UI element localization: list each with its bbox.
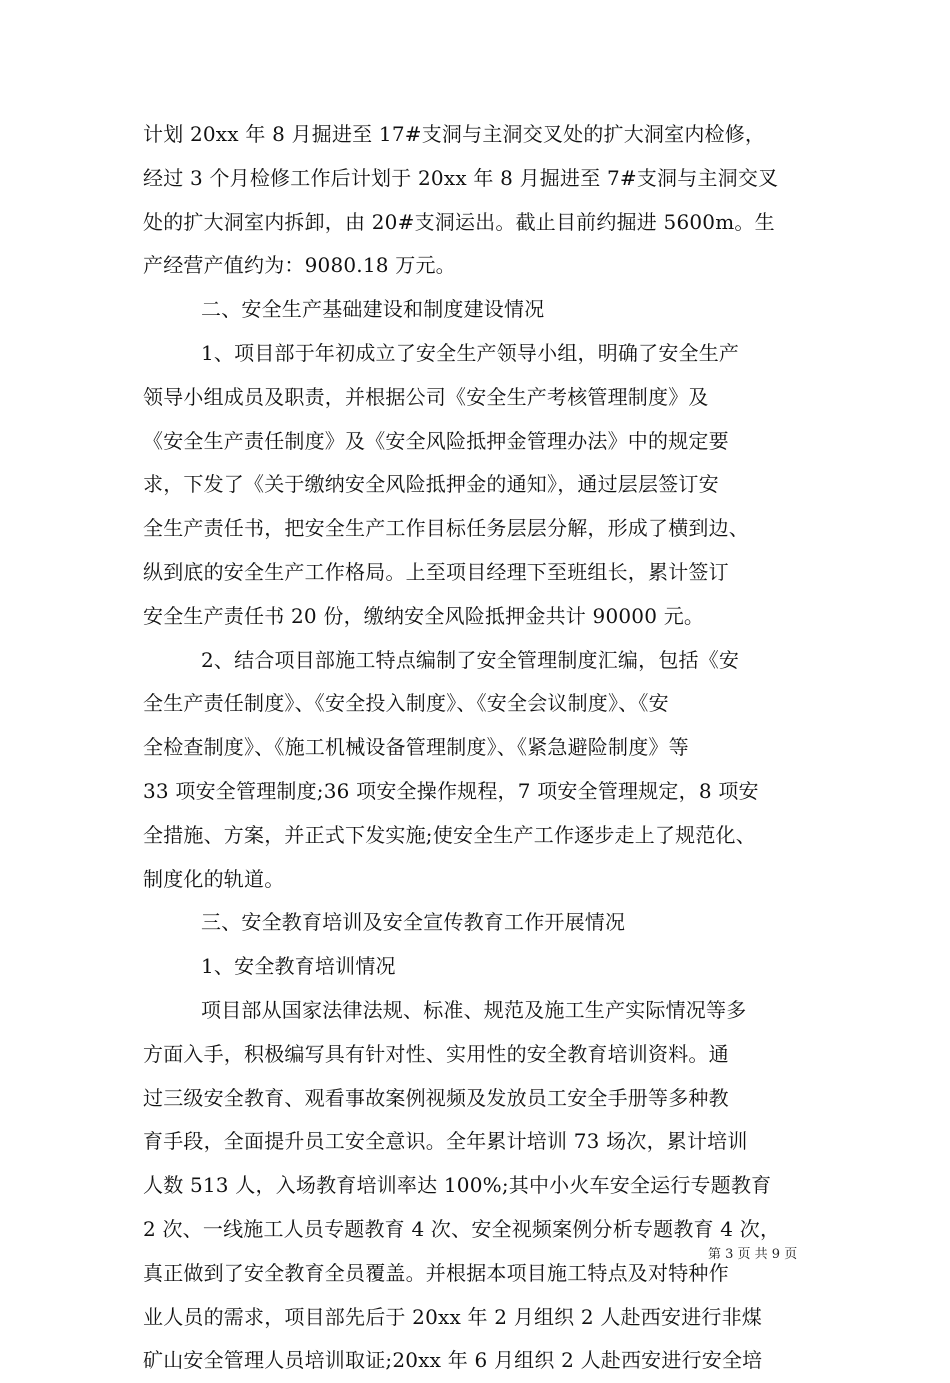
- text-line: 真正做到了安全教育全员覆盖。并根据本项目施工特点及对特种作: [143, 1260, 729, 1285]
- text-line: 矿山安全管理人员培训取证;20xx 年 6 月组织 2 人赴西安进行安全培: [143, 1348, 763, 1373]
- section-heading: 三、安全教育培训及安全宣传教育工作开展情况: [201, 910, 626, 935]
- text-line: 经过 3 个月检修工作后计划于 20xx 年 8 月掘进至 7#支洞与主洞交叉: [143, 165, 779, 190]
- text-line: 安全生产责任书 20 份，缴纳安全风险抵押金共计 90000 元。: [143, 603, 705, 628]
- paragraph-start: 项目部从国家法律法规、标准、规范及施工生产实际情况等多: [201, 997, 747, 1022]
- text-line: 人数 513 人，入场教育培训率达 100%;其中小火车安全运行专题教育: [143, 1173, 772, 1198]
- text-line: 产经营产值约为：9080.18 万元。: [143, 253, 456, 278]
- paragraph-start: 1、项目部于年初成立了安全生产领导小组，明确了安全生产: [201, 340, 740, 365]
- page-number: 第 3 页 共 9 页: [708, 1247, 798, 1262]
- text-line: 33 项安全管理制度;36 项安全操作规程，7 项安全管理规定，8 项安: [143, 778, 759, 803]
- paragraph-start: 2、结合项目部施工特点编制了安全管理制度汇编，包括《安: [201, 647, 740, 672]
- text-line: 纵到底的安全生产工作格局。上至项目经理下至班组长，累计签订: [143, 559, 729, 584]
- text-line: 全措施、方案，并正式下发实施;使安全生产工作逐步走上了规范化、: [143, 822, 756, 847]
- text-line: 过三级安全教育、观看事故案例视频及发放员工安全手册等多种教: [143, 1085, 729, 1110]
- text-line: 求，下发了《关于缴纳安全风险抵押金的通知》，通过层层签订安: [143, 472, 719, 497]
- text-line: 《安全生产责任制度》及《安全风险抵押金管理办法》中的规定要: [143, 428, 729, 453]
- text-line: 2 次、一线施工人员专题教育 4 次、安全视频案例分析专题教育 4 次，: [143, 1216, 781, 1241]
- document-body: [143, 113, 823, 1383]
- text-line: 全生产责任书，把安全生产工作目标任务层层分解，形成了横到边、: [143, 516, 749, 541]
- text-line: 育手段，全面提升员工安全意识。全年累计培训 73 场次，累计培训: [143, 1129, 748, 1154]
- section-heading: 二、安全生产基础建设和制度建设情况: [201, 297, 545, 322]
- text-line: 业人员的需求，项目部先后于 20xx 年 2 月组织 2 人赴西安进行非煤: [143, 1304, 763, 1329]
- text-line: 处的扩大洞室内拆卸，由 20#支洞运出。截止目前约掘进 5600m。生: [143, 209, 775, 234]
- text-line: 计划 20xx 年 8 月掘进至 17#支洞与主洞交叉处的扩大洞室内检修，: [143, 122, 766, 146]
- text-line: 全检查制度》、《施工机械设备管理制度》、《紧急避险制度》等: [143, 735, 689, 760]
- text-line: 制度化的轨道。: [143, 866, 285, 891]
- text-line: 全生产责任制度》、《安全投入制度》、《安全会议制度》、《安: [143, 691, 669, 716]
- subsection-heading: 1、安全教育培训情况: [201, 954, 396, 979]
- text-line: 领导小组成员及职责，并根据公司《安全生产考核管理制度》及: [143, 384, 709, 409]
- text-line: 方面入手，积极编写具有针对性、实用性的安全教育培训资料。通: [143, 1041, 729, 1066]
